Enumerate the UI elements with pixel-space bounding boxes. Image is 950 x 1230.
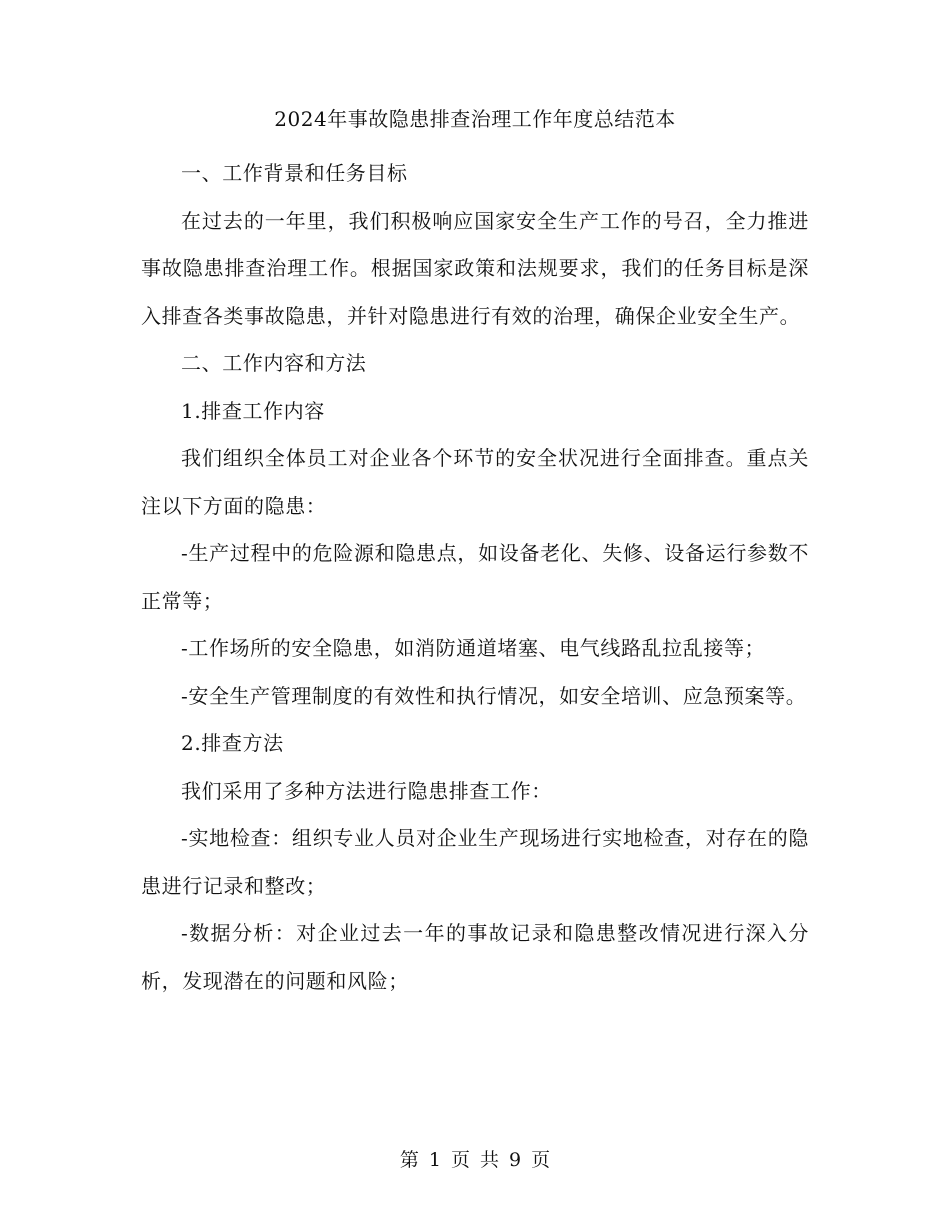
document-title: 2024年事故隐患排查治理工作年度总结范本: [274, 107, 676, 131]
list-item: -数据分析：对企业过去一年的事故记录和隐患整改情况进行深入分析，发现潜在的问题和风险；: [141, 921, 809, 993]
paragraph-method-intro: 我们采用了多种方法进行隐患排查工作：: [181, 778, 552, 803]
subheading-inspection-method: 2.排查方法: [181, 731, 284, 755]
section-heading-2: 二、工作内容和方法: [181, 351, 367, 375]
paragraph-background: 在过去的一年里，我们积极响应国家安全生产工作的号召，全力推进事故隐患排查治理工作。根据国家政策和法规要求，我们的任务目标是深入排查各类事故隐患，并针对隐患进行有效的治理，确保企业安全生产。: [141, 208, 809, 328]
list-item: -安全生产管理制度的有效性和执行情况，如安全培训、应急预案等。: [181, 683, 807, 708]
subheading-inspection-content: 1.排查工作内容: [181, 398, 325, 423]
section-heading-1: 一、工作背景和任务目标: [181, 161, 408, 185]
list-item: -工作场所的安全隐患，如消防通道堵塞、电气线路乱拉乱接等；: [181, 636, 766, 660]
document-body: [141, 150, 809, 1005]
list-item: -实地检查：组织专业人员对企业生产现场进行实地检查，对存在的隐患进行记录和整改；: [141, 826, 809, 898]
page-footer: 第 1 页 共 9 页: [399, 1149, 551, 1171]
paragraph-inspection-intro: 我们组织全体员工对企业各个环节的安全状况进行全面排查。重点关注以下方面的隐患：: [141, 446, 809, 518]
list-item: -生产过程中的危险源和隐患点，如设备老化、失修、设备运行参数不正常等；: [141, 541, 809, 613]
